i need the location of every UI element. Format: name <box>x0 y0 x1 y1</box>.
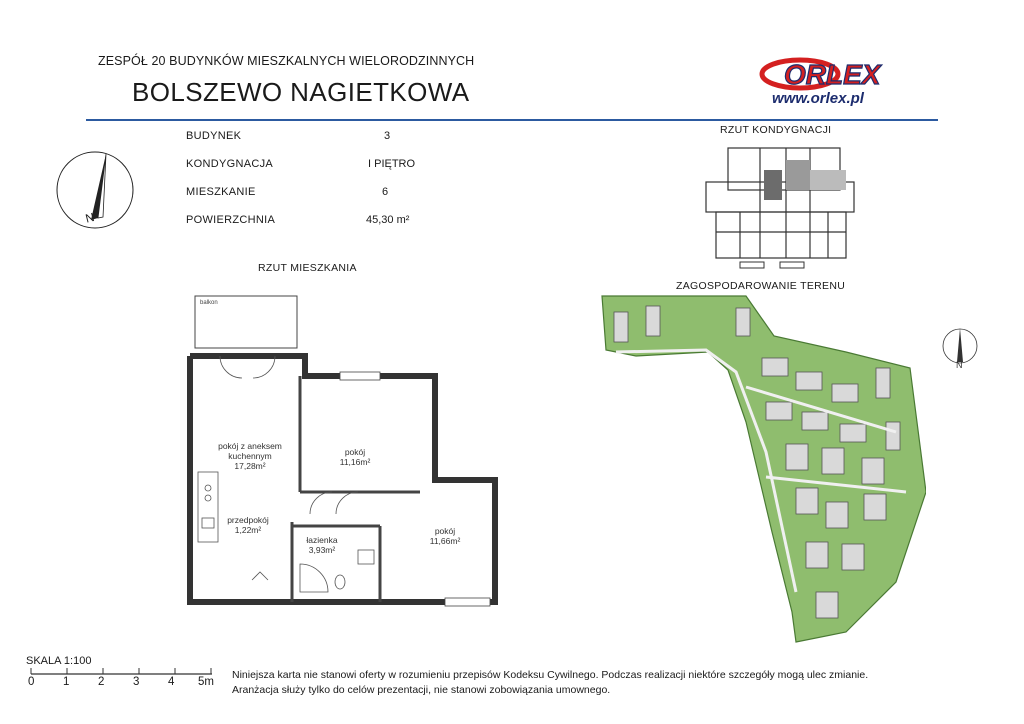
highlighted-apartment <box>786 160 810 190</box>
disclaimer <box>232 668 992 698</box>
room-bedroom-2-name: pokój <box>434 526 456 536</box>
info-value-apartment: 6 <box>382 186 389 198</box>
scale-tick-1: 1 <box>63 676 70 688</box>
floor-key-plan <box>700 140 860 272</box>
header-rule <box>86 119 938 121</box>
room-living-name1: pokój z aneksem <box>218 441 282 451</box>
scale-bar <box>30 666 220 676</box>
site-plan <box>596 292 926 644</box>
caption-floor-plan: RZUT KONDYGNACJI <box>720 124 832 136</box>
info-label-apartment: MIESZKANIE <box>186 186 256 198</box>
room-living-name2: kuchennym <box>228 451 272 461</box>
scale-tick-4: 4 <box>168 676 175 688</box>
logo-wordmark: ORLEX <box>784 59 881 90</box>
room-hall-area: 1,22m² <box>234 525 262 535</box>
caption-apartment-plan: RZUT MIESZKANIA <box>258 262 357 274</box>
room-bathroom <box>298 535 346 555</box>
room-bedroom-2 <box>420 526 470 546</box>
project-title: BOLSZEWO NAGIETKOWA <box>132 77 470 107</box>
info-label-building: BUDYNEK <box>186 130 242 142</box>
scale-tick-2: 2 <box>98 676 105 688</box>
room-living-area: 17,28m² <box>234 461 266 471</box>
room-bedroom-1 <box>330 447 380 467</box>
scale-tick-0: 0 <box>28 676 35 688</box>
room-bedroom-2-area: 11,66m² <box>429 536 461 546</box>
north-arrow-icon <box>55 150 135 230</box>
room-living <box>198 441 302 471</box>
disclaimer-line-2: Aranżacja służy tylko do celów prezentacji, nie stanowi zobowiązania umownego. <box>232 684 611 696</box>
disclaimer-line-1: Niniejsza karta nie stanowi oferty w rozumieniu przepisów Kodeksu Cywilnego. Podczas realizacji niektóre szczegóły mogą ulec zmianie. <box>232 669 869 681</box>
svg-text:N: N <box>956 360 963 370</box>
scale-tick-3: 3 <box>133 676 140 688</box>
room-hall-name: przedpokój <box>227 515 269 525</box>
logo-url: www.orlex.pl <box>772 90 864 107</box>
info-label-floor: KONDYGNACJA <box>186 158 274 170</box>
info-value-area: 45,30 m² <box>366 214 410 226</box>
svg-text:balkon: balkon <box>200 300 218 306</box>
info-value-building: 3 <box>384 130 391 142</box>
info-value-floor: I PIĘTRO <box>368 158 416 170</box>
project-subtitle: ZESPÓŁ 20 BUDYNKÓW MIESZKALNYCH WIELORODZINNYCH <box>98 54 475 68</box>
room-bathroom-name: łazienka <box>306 535 338 545</box>
room-bathroom-area: 3,93m² <box>308 545 336 555</box>
caption-site-plan: ZAGOSPODAROWANIE TERENU <box>676 280 846 292</box>
scale-label: SKALA 1:100 <box>26 655 92 667</box>
site-north-arrow-icon <box>940 326 980 370</box>
scale-tick-5: 5m <box>198 676 214 688</box>
room-hall <box>218 515 278 535</box>
svg-text:N: N <box>83 210 96 226</box>
room-bedroom-1-area: 11,16m² <box>339 457 371 467</box>
room-bedroom-1-name: pokój <box>344 447 366 457</box>
info-label-area: POWIERZCHNIA <box>186 214 276 226</box>
